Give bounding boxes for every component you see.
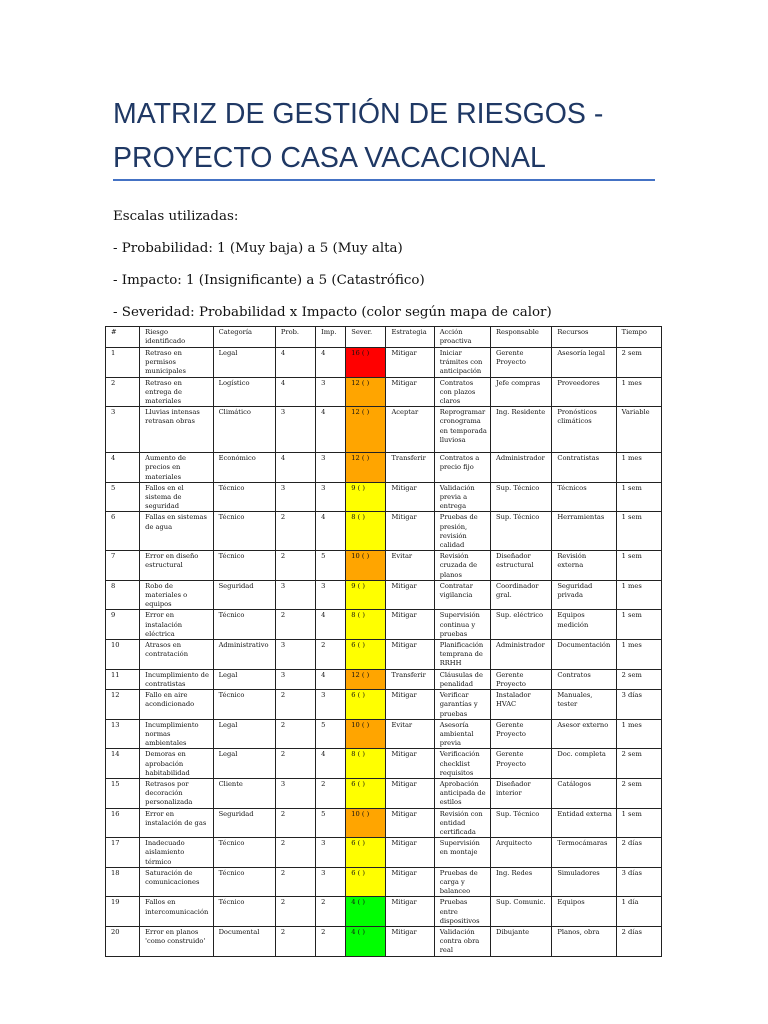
scales-heading: Escalas utilizadas: xyxy=(113,209,239,224)
cell-resources: Documentación xyxy=(552,640,616,670)
table-row xyxy=(106,348,662,378)
cell-risk: Retraso en permisos municipales xyxy=(140,348,213,378)
cell-resources: Equipos medición xyxy=(552,610,616,640)
cell-strategy: Mitigar xyxy=(386,690,434,720)
cell-risk: Fallos en el sistema de seguridad xyxy=(140,482,213,512)
cell-resources: Revisión externa xyxy=(552,551,616,581)
table-row xyxy=(106,610,662,640)
cell-action: Reprogramar cronograma en temporada lluviosa xyxy=(434,407,490,453)
cell-impact: 4 xyxy=(316,669,346,689)
cell-number: 15 xyxy=(106,778,140,808)
cell-strategy: Mitigar xyxy=(386,867,434,897)
cell-impact: 2 xyxy=(316,926,346,956)
cell-severity: 6 ( ) xyxy=(346,690,386,720)
table-row xyxy=(106,838,662,868)
cell-strategy: Mitigar xyxy=(386,749,434,779)
cell-severity: 12 ( ) xyxy=(346,669,386,689)
cell-resources: Proveedores xyxy=(552,377,616,407)
cell-strategy: Mitigar xyxy=(386,512,434,551)
cell-category: Cliente xyxy=(213,778,275,808)
cell-responsible: Gerente Proyecto xyxy=(491,669,552,689)
cell-risk: Error en planos 'como construido' xyxy=(140,926,213,956)
cell-severity: 9 ( ) xyxy=(346,482,386,512)
cell-probability: 2 xyxy=(275,749,315,779)
cell-strategy: Mitigar xyxy=(386,778,434,808)
cell-resources: Pronósticos climáticos xyxy=(552,407,616,453)
cell-responsible: Dibujante xyxy=(491,926,552,956)
cell-probability: 3 xyxy=(275,407,315,453)
cell-responsible: Coordinador gral. xyxy=(491,580,552,610)
cell-time: 1 mes xyxy=(616,580,661,610)
cell-risk: Incumplimiento normas ambientales xyxy=(140,719,213,749)
cell-severity: 8 ( ) xyxy=(346,610,386,640)
cell-probability: 3 xyxy=(275,580,315,610)
cell-impact: 2 xyxy=(316,640,346,670)
cell-resources: Termocámaras xyxy=(552,838,616,868)
cell-strategy: Mitigar xyxy=(386,926,434,956)
cell-number: 14 xyxy=(106,749,140,779)
cell-risk: Demoras en aprobación habitabilidad xyxy=(140,749,213,779)
cell-resources: Planos, obra xyxy=(552,926,616,956)
cell-probability: 3 xyxy=(275,640,315,670)
risk-matrix-table xyxy=(105,326,662,957)
cell-strategy: Transferir xyxy=(386,669,434,689)
cell-impact: 2 xyxy=(316,897,346,927)
cell-number: 9 xyxy=(106,610,140,640)
cell-number: 13 xyxy=(106,719,140,749)
cell-risk: Aumento de precios en materiales xyxy=(140,453,213,483)
cell-severity: 16 ( ) xyxy=(346,348,386,378)
table-row xyxy=(106,690,662,720)
table-row xyxy=(106,867,662,897)
cell-severity: 6 ( ) xyxy=(346,640,386,670)
cell-category: Técnico xyxy=(213,512,275,551)
cell-impact: 3 xyxy=(316,838,346,868)
cell-time: 2 días xyxy=(616,838,661,868)
cell-resources: Equipos xyxy=(552,897,616,927)
cell-action: Pruebas entre dispositivos xyxy=(434,897,490,927)
cell-action: Validación previa a entrega xyxy=(434,482,490,512)
scale-probability: - Probabilidad: 1 (Muy baja) a 5 (Muy alta) xyxy=(113,241,403,256)
cell-time: 1 mes xyxy=(616,453,661,483)
cell-resources: Seguridad privada xyxy=(552,580,616,610)
cell-time: 1 mes xyxy=(616,640,661,670)
cell-severity: 10 ( ) xyxy=(346,808,386,838)
cell-probability: 2 xyxy=(275,867,315,897)
cell-category: Legal xyxy=(213,348,275,378)
cell-strategy: Transferir xyxy=(386,453,434,483)
cell-risk: Retraso en entrega de materiales xyxy=(140,377,213,407)
cell-risk: Incumplimiento de contratistas xyxy=(140,669,213,689)
cell-risk: Robo de materiales o equipos xyxy=(140,580,213,610)
cell-risk: Error en instalación eléctrica xyxy=(140,610,213,640)
cell-category: Técnico xyxy=(213,551,275,581)
cell-category: Documental xyxy=(213,926,275,956)
cell-strategy: Mitigar xyxy=(386,897,434,927)
cell-severity: 12 ( ) xyxy=(346,407,386,453)
cell-severity: 10 ( ) xyxy=(346,551,386,581)
cell-category: Legal xyxy=(213,669,275,689)
cell-responsible: Sup. Técnico xyxy=(491,482,552,512)
cell-responsible: Sup. eléctrico xyxy=(491,610,552,640)
cell-number: 8 xyxy=(106,580,140,610)
header-time: Tiempo xyxy=(616,327,661,348)
header-risk: Riesgo identificado xyxy=(140,327,213,348)
cell-strategy: Mitigar xyxy=(386,580,434,610)
cell-impact: 3 xyxy=(316,867,346,897)
scales-section xyxy=(113,201,673,329)
header-number: # xyxy=(106,327,140,348)
cell-responsible: Ing. Residente xyxy=(491,407,552,453)
cell-responsible: Gerente Proyecto xyxy=(491,749,552,779)
cell-responsible: Administrador xyxy=(491,453,552,483)
cell-number: 19 xyxy=(106,897,140,927)
cell-responsible: Sup. Técnico xyxy=(491,808,552,838)
cell-time: Variable xyxy=(616,407,661,453)
cell-strategy: Mitigar xyxy=(386,610,434,640)
page-title: MATRIZ DE GESTIÓN DE RIESGOS - PROYECTO CASA VACACIONAL xyxy=(113,98,604,174)
header-action: Acción proactiva xyxy=(434,327,490,348)
cell-number: 6 xyxy=(106,512,140,551)
cell-probability: 2 xyxy=(275,897,315,927)
cell-probability: 2 xyxy=(275,551,315,581)
cell-action: Verificar garantías y pruebas xyxy=(434,690,490,720)
cell-time: 2 sem xyxy=(616,778,661,808)
cell-number: 3 xyxy=(106,407,140,453)
cell-risk: Inadecuado aislamiento térmico xyxy=(140,838,213,868)
cell-resources: Simuladores xyxy=(552,867,616,897)
cell-severity: 4 ( ) xyxy=(346,897,386,927)
cell-risk: Fallos en intercomunicación xyxy=(140,897,213,927)
table-row xyxy=(106,377,662,407)
cell-time: 2 días xyxy=(616,926,661,956)
cell-time: 3 días xyxy=(616,867,661,897)
cell-severity: 8 ( ) xyxy=(346,749,386,779)
cell-resources: Catálogos xyxy=(552,778,616,808)
cell-responsible: Diseñador interior xyxy=(491,778,552,808)
cell-responsible: Jefe compras xyxy=(491,377,552,407)
cell-probability: 2 xyxy=(275,512,315,551)
cell-number: 5 xyxy=(106,482,140,512)
cell-number: 16 xyxy=(106,808,140,838)
cell-impact: 4 xyxy=(316,749,346,779)
cell-category: Técnico xyxy=(213,897,275,927)
cell-severity: 12 ( ) xyxy=(346,453,386,483)
cell-action: Validación contra obra real xyxy=(434,926,490,956)
cell-strategy: Evitar xyxy=(386,551,434,581)
cell-category: Técnico xyxy=(213,610,275,640)
cell-category: Seguridad xyxy=(213,580,275,610)
cell-action: Pruebas de presión, revisión calidad xyxy=(434,512,490,551)
cell-probability: 3 xyxy=(275,778,315,808)
cell-category: Logístico xyxy=(213,377,275,407)
cell-probability: 3 xyxy=(275,669,315,689)
cell-severity: 6 ( ) xyxy=(346,778,386,808)
cell-impact: 5 xyxy=(316,551,346,581)
cell-resources: Contratos xyxy=(552,669,616,689)
cell-number: 11 xyxy=(106,669,140,689)
cell-probability: 4 xyxy=(275,348,315,378)
cell-number: 12 xyxy=(106,690,140,720)
cell-probability: 2 xyxy=(275,610,315,640)
table-row xyxy=(106,551,662,581)
cell-action: Cláusulas de penalidad xyxy=(434,669,490,689)
cell-impact: 3 xyxy=(316,453,346,483)
cell-impact: 3 xyxy=(316,580,346,610)
cell-probability: 2 xyxy=(275,719,315,749)
cell-strategy: Mitigar xyxy=(386,482,434,512)
cell-resources: Contratistas xyxy=(552,453,616,483)
cell-action: Pruebas de carga y balanceo xyxy=(434,867,490,897)
cell-number: 1 xyxy=(106,348,140,378)
cell-probability: 2 xyxy=(275,808,315,838)
cell-probability: 2 xyxy=(275,690,315,720)
cell-responsible: Administrador xyxy=(491,640,552,670)
cell-time: 2 sem xyxy=(616,669,661,689)
table-body xyxy=(106,348,662,957)
cell-category: Técnico xyxy=(213,482,275,512)
table-row xyxy=(106,407,662,453)
cell-resources: Entidad externa xyxy=(552,808,616,838)
table-row xyxy=(106,482,662,512)
cell-impact: 5 xyxy=(316,719,346,749)
scale-severity: - Severidad: Probabilidad x Impacto (color según mapa de calor) xyxy=(113,305,552,320)
cell-time: 1 mes xyxy=(616,719,661,749)
cell-number: 4 xyxy=(106,453,140,483)
cell-strategy: Mitigar xyxy=(386,348,434,378)
table-row xyxy=(106,808,662,838)
cell-strategy: Aceptar xyxy=(386,407,434,453)
cell-time: 1 día xyxy=(616,897,661,927)
cell-severity: 12 ( ) xyxy=(346,377,386,407)
cell-number: 10 xyxy=(106,640,140,670)
cell-category: Climático xyxy=(213,407,275,453)
cell-impact: 5 xyxy=(316,808,346,838)
cell-severity: 6 ( ) xyxy=(346,867,386,897)
cell-responsible: Sup. Técnico xyxy=(491,512,552,551)
cell-action: Iniciar trámites con anticipación xyxy=(434,348,490,378)
cell-severity: 4 ( ) xyxy=(346,926,386,956)
cell-time: 1 sem xyxy=(616,512,661,551)
cell-severity: 6 ( ) xyxy=(346,838,386,868)
cell-time: 1 sem xyxy=(616,482,661,512)
cell-impact: 3 xyxy=(316,377,346,407)
cell-responsible: Diseñador estructural xyxy=(491,551,552,581)
cell-category: Legal xyxy=(213,749,275,779)
cell-severity: 9 ( ) xyxy=(346,580,386,610)
cell-action: Asesoría ambiental previa xyxy=(434,719,490,749)
cell-risk: Lluvias intensas retrasan obras xyxy=(140,407,213,453)
cell-action: Contratar vigilancia xyxy=(434,580,490,610)
cell-risk: Fallas en sistemas de agua xyxy=(140,512,213,551)
cell-number: 17 xyxy=(106,838,140,868)
table-row xyxy=(106,778,662,808)
cell-action: Contratos con plazos claros xyxy=(434,377,490,407)
cell-resources: Doc. completa xyxy=(552,749,616,779)
header-severity: Sever. xyxy=(346,327,386,348)
cell-severity: 8 ( ) xyxy=(346,512,386,551)
cell-strategy: Mitigar xyxy=(386,808,434,838)
cell-time: 1 sem xyxy=(616,551,661,581)
cell-action: Supervisión continua y pruebas xyxy=(434,610,490,640)
table-row xyxy=(106,926,662,956)
cell-category: Económico xyxy=(213,453,275,483)
cell-risk: Retrasos por decoración personalizada xyxy=(140,778,213,808)
table-row xyxy=(106,749,662,779)
header-probability: Prob. xyxy=(275,327,315,348)
cell-impact: 3 xyxy=(316,690,346,720)
cell-responsible: Instalador HVAC xyxy=(491,690,552,720)
header-resources: Recursos xyxy=(552,327,616,348)
cell-risk: Saturación de comunicaciones xyxy=(140,867,213,897)
table-row xyxy=(106,640,662,670)
cell-category: Técnico xyxy=(213,867,275,897)
cell-time: 1 mes xyxy=(616,377,661,407)
cell-category: Técnico xyxy=(213,838,275,868)
cell-category: Administrativo xyxy=(213,640,275,670)
header-strategy: Estrategia xyxy=(386,327,434,348)
cell-action: Revisión con entidad certificada xyxy=(434,808,490,838)
cell-responsible: Gerente Proyecto xyxy=(491,348,552,378)
cell-resources: Herramientas xyxy=(552,512,616,551)
header-impact: Imp. xyxy=(316,327,346,348)
cell-action: Verificación checklist requisitos xyxy=(434,749,490,779)
cell-probability: 2 xyxy=(275,926,315,956)
table-row xyxy=(106,580,662,610)
cell-time: 1 sem xyxy=(616,610,661,640)
cell-responsible: Gerente Proyecto xyxy=(491,719,552,749)
cell-strategy: Mitigar xyxy=(386,838,434,868)
cell-probability: 3 xyxy=(275,482,315,512)
cell-responsible: Ing. Redes xyxy=(491,867,552,897)
cell-action: Revisión cruzada de planos xyxy=(434,551,490,581)
cell-responsible: Sup. Comunic. xyxy=(491,897,552,927)
cell-strategy: Mitigar xyxy=(386,377,434,407)
cell-time: 2 sem xyxy=(616,348,661,378)
table-header-row xyxy=(106,327,662,348)
cell-risk: Error en diseño estructural xyxy=(140,551,213,581)
cell-action: Planificación temprana de RRHH xyxy=(434,640,490,670)
cell-action: Contratos a precio fijo xyxy=(434,453,490,483)
header-responsible: Responsable xyxy=(491,327,552,348)
cell-time: 3 días xyxy=(616,690,661,720)
cell-severity: 10 ( ) xyxy=(346,719,386,749)
table-row xyxy=(106,453,662,483)
cell-time: 1 sem xyxy=(616,808,661,838)
cell-resources: Asesor externo xyxy=(552,719,616,749)
table-row xyxy=(106,719,662,749)
cell-strategy: Mitigar xyxy=(386,640,434,670)
cell-number: 2 xyxy=(106,377,140,407)
cell-number: 7 xyxy=(106,551,140,581)
cell-action: Supervisión en montaje xyxy=(434,838,490,868)
cell-responsible: Arquitecto xyxy=(491,838,552,868)
cell-probability: 4 xyxy=(275,453,315,483)
cell-time: 2 sem xyxy=(616,749,661,779)
cell-risk: Error en instalación de gas xyxy=(140,808,213,838)
cell-number: 20 xyxy=(106,926,140,956)
table-row xyxy=(106,669,662,689)
cell-strategy: Evitar xyxy=(386,719,434,749)
cell-resources: Asesoría legal xyxy=(552,348,616,378)
title-divider xyxy=(113,179,655,181)
cell-resources: Manuales, tester xyxy=(552,690,616,720)
cell-category: Técnico xyxy=(213,690,275,720)
cell-impact: 4 xyxy=(316,348,346,378)
cell-probability: 4 xyxy=(275,377,315,407)
table-row xyxy=(106,512,662,551)
cell-impact: 4 xyxy=(316,512,346,551)
cell-action: Aprobación anticipada de estilos xyxy=(434,778,490,808)
cell-category: Legal xyxy=(213,719,275,749)
cell-impact: 3 xyxy=(316,482,346,512)
header-category: Categoría xyxy=(213,327,275,348)
scale-impact: - Impacto: 1 (Insignificante) a 5 (Catastrófico) xyxy=(113,273,425,288)
cell-impact: 4 xyxy=(316,407,346,453)
cell-impact: 2 xyxy=(316,778,346,808)
cell-risk: Atrasos en contratación xyxy=(140,640,213,670)
cell-probability: 2 xyxy=(275,838,315,868)
cell-risk: Fallo en aire acondicionado xyxy=(140,690,213,720)
cell-category: Seguridad xyxy=(213,808,275,838)
cell-number: 18 xyxy=(106,867,140,897)
cell-impact: 4 xyxy=(316,610,346,640)
table-row xyxy=(106,897,662,927)
cell-resources: Técnicos xyxy=(552,482,616,512)
